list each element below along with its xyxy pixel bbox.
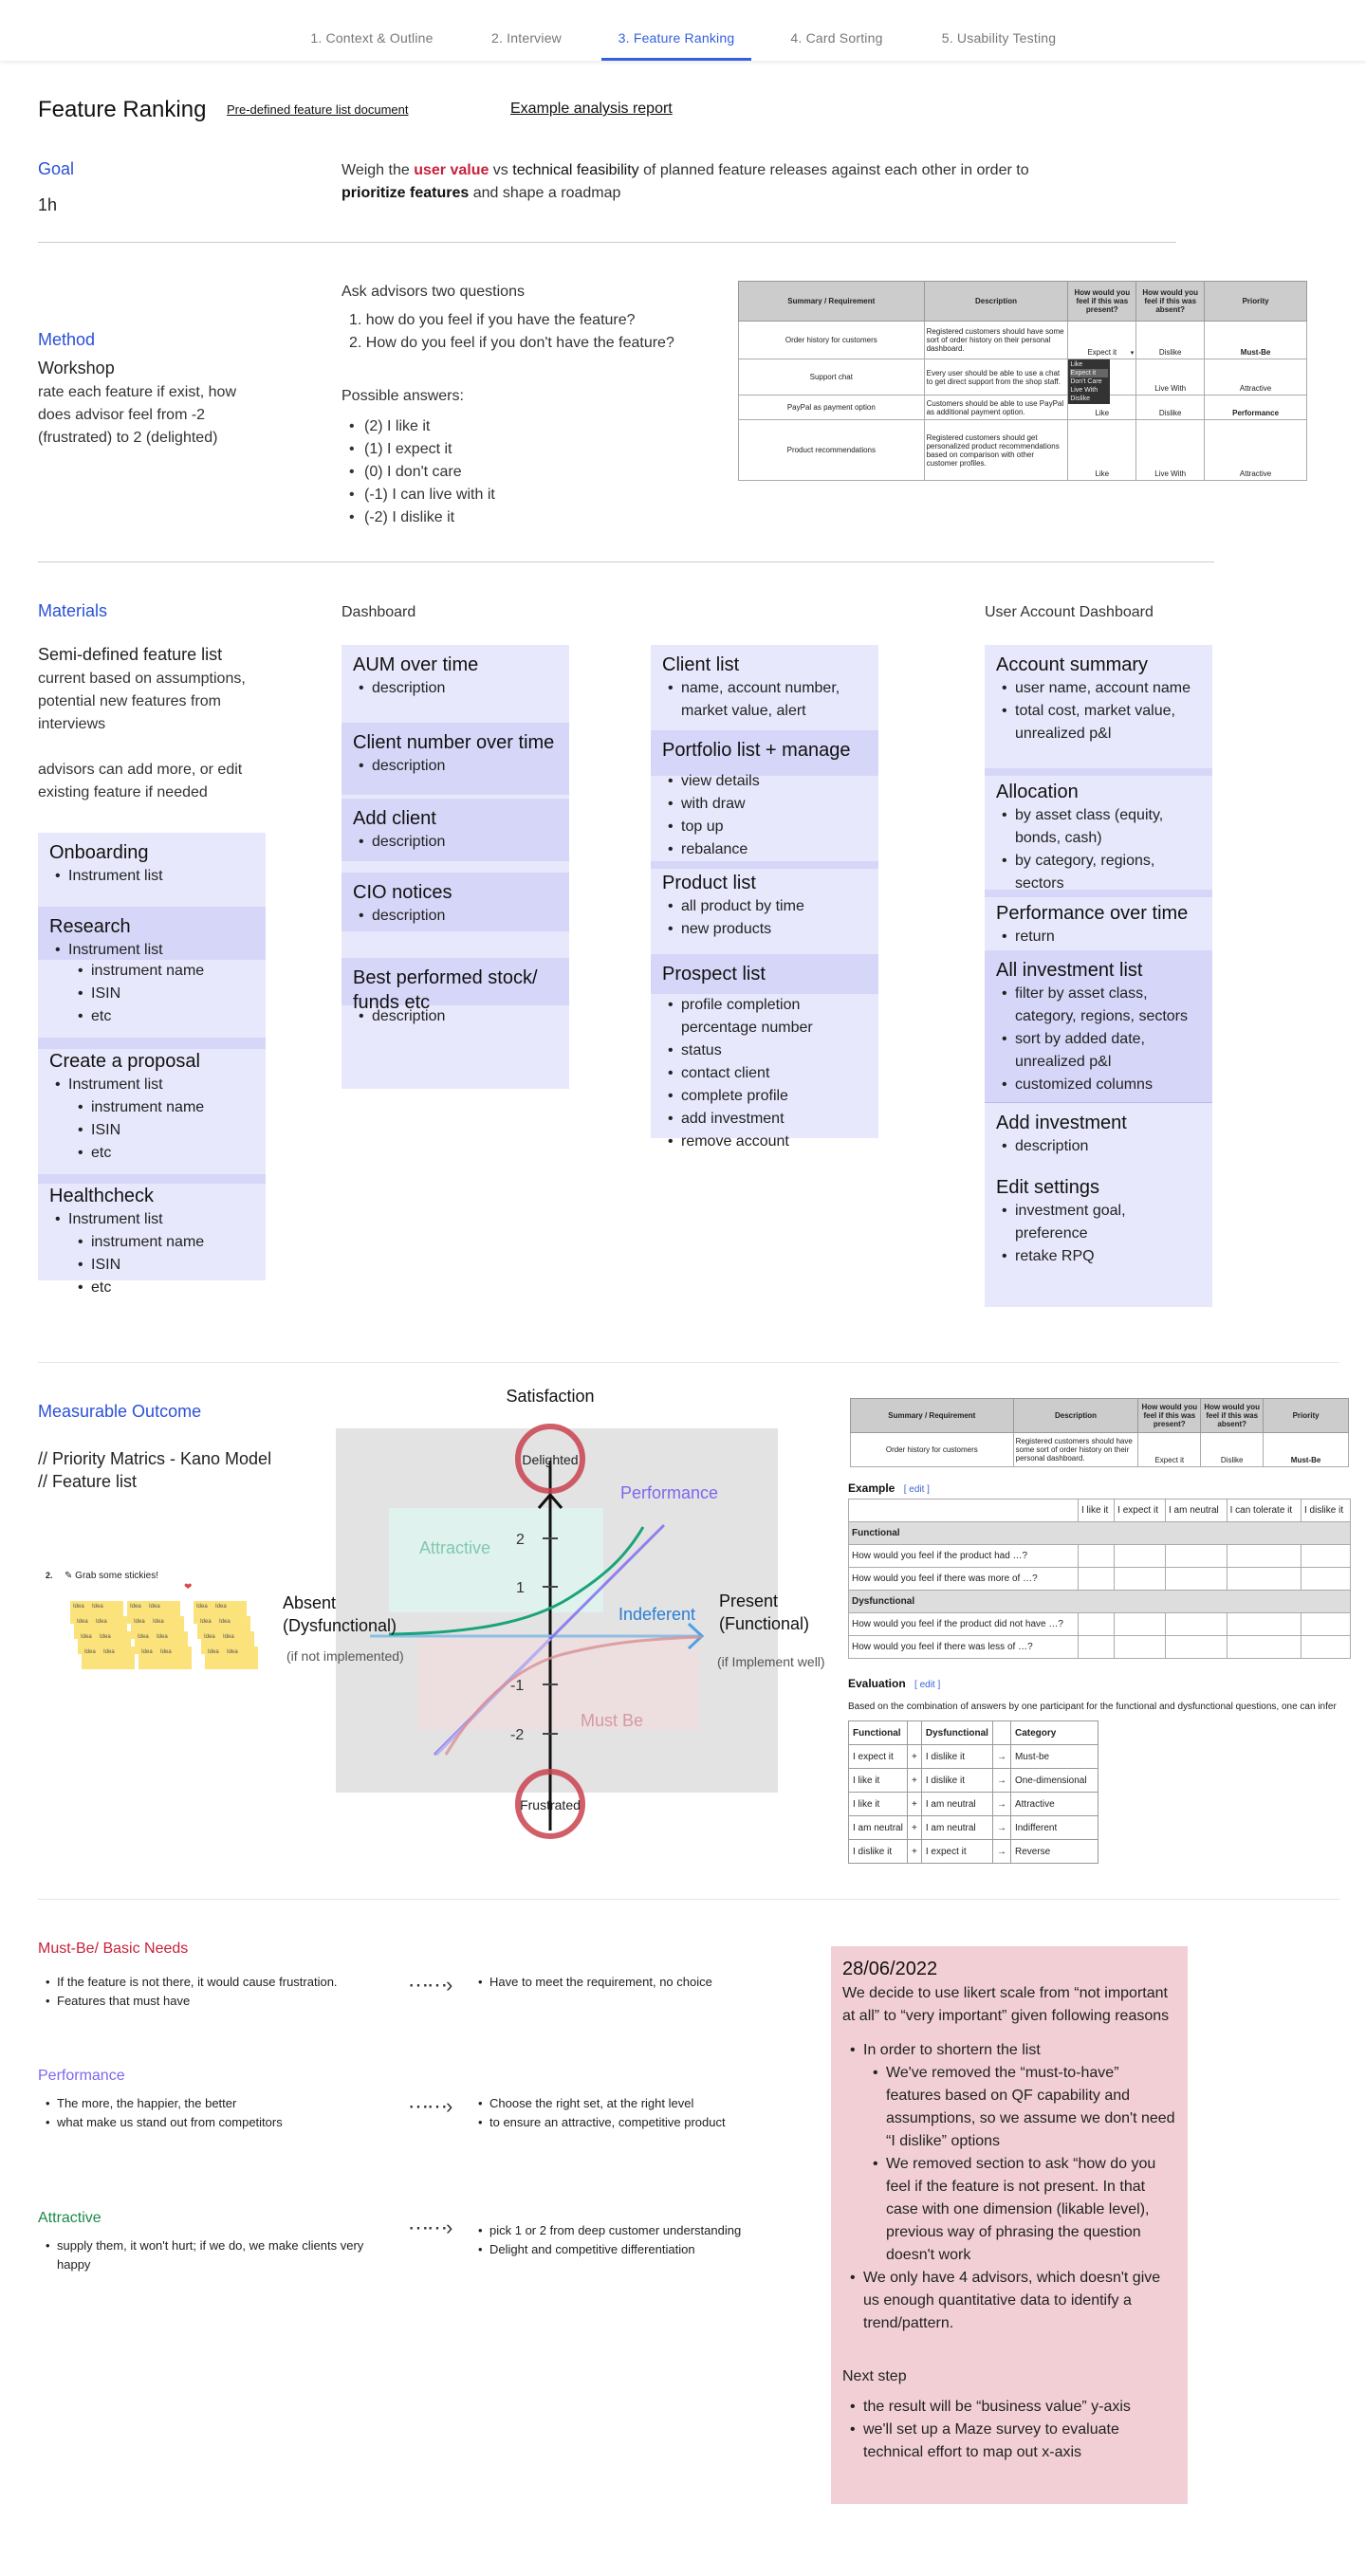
table-header: How would you feel if this was absent? (1201, 1399, 1264, 1433)
frustrated-label: Frustrated (520, 1797, 581, 1812)
goal-duration: 1h (38, 195, 58, 214)
feature-card[interactable]: Add client • description (342, 799, 569, 861)
table-row: How would you feel if there was less of …? (849, 1636, 1351, 1659)
feature-card[interactable]: Research • Instrument list (38, 907, 266, 962)
tab-usability-testing[interactable]: 5. Usability Testing (941, 30, 1057, 46)
goal-text: Weigh the user value vs technical feasibility of planned feature releases against each other in order to prioritize features and shape a roadmap (342, 162, 1029, 201)
table-row: How would you feel if the product had …? (849, 1545, 1351, 1568)
note-date: 28/06/2022 (842, 1959, 938, 1979)
dropdown-menu[interactable] (1068, 359, 1110, 404)
feature-card[interactable]: Prospect list (651, 954, 878, 994)
analysis-report-link[interactable]: Example analysis report (510, 101, 673, 117)
note-intro: We decide to use likert scale from “not important at all” to “very important” given following reasons (842, 1985, 1170, 2024)
divider (38, 1899, 1339, 1900)
attractive-desc-list: • supply them, it won't hurt; if we do, we make clients very happy (42, 2236, 393, 2274)
feature-card[interactable]: Allocation • by asset class (equity, bonds, cash) • by category, regions, sectors (985, 776, 1212, 890)
table-row: Product recommendations Registered customers should get personalized product recommendations based on comparison with other customer profiles. Like Live With Attractive (739, 420, 1307, 481)
example-table (848, 1499, 1351, 1659)
present-note: (if Implement well) (717, 1654, 825, 1669)
feature-card[interactable]: All investment list • filter by asset class, category, regions, sectors • sort by added date, unrealized p&l • customized columns (985, 950, 1212, 1102)
table-row: I like it + I dislike it → One-dimensional (849, 1769, 1098, 1793)
absent-label: Absent (Dysfunctional) (283, 1593, 397, 1635)
goal-label: Goal (38, 159, 75, 178)
table-header: Priority (1264, 1399, 1349, 1433)
sticky-note: Idea (154, 1631, 188, 1654)
indifferent-label: Indeferent (618, 1605, 696, 1624)
sticky-note: Idea (101, 1647, 135, 1669)
note-reasons: • In order to shortern the list • We've removed the “must-to-have” features based on QF capability and assumptions, so we assume we don't need “I dislike” options • We removed section to ask “how do you feel if the feature is not present. In that case with one dimension (likable level), previous way of phrasing the question doesn't work • We only have 4 advisors, which doesn't give us enough quantitative data to identify a trend/pattern. (842, 2039, 1176, 2335)
arrow-right-icon: ⋯⋯› (408, 2216, 452, 2239)
sticky-note: Idea (138, 1647, 173, 1669)
sticky-note: Idea (82, 1647, 116, 1669)
evaluation-edit-link[interactable]: [ edit ] (914, 1680, 941, 1690)
mustbe-zone (417, 1633, 698, 1730)
feature-card[interactable]: Portfolio list + manage (651, 730, 878, 776)
example-edit-link[interactable]: [ edit ] (903, 1484, 930, 1495)
feature-column-flows (38, 833, 266, 1296)
list-item: • (-1) I can live with it (342, 484, 495, 506)
satisfaction-label: Satisfaction (506, 1387, 595, 1406)
dropdown-option[interactable]: Expect it (1070, 369, 1108, 377)
sticky-note: Idea (201, 1631, 235, 1654)
table-row: Dysfunctional (849, 1591, 1351, 1613)
materials-title: Semi-defined feature list (38, 645, 223, 664)
dropdown-option[interactable]: Dislike (1070, 396, 1090, 402)
feature-card[interactable]: Account summary • user name, account name • total cost, market value, unrealized p&l (985, 645, 1212, 768)
table-header: Priority (1205, 282, 1307, 322)
feature-card-sub: • view details • with draw • top up • rebalance (651, 770, 878, 861)
feature-card[interactable]: Create a proposal • Instrument list • instrument name • ISIN • etc (38, 1049, 266, 1174)
feature-column-account (985, 645, 1212, 1307)
list-item: • (-2) I dislike it (342, 506, 495, 529)
present-select[interactable]: Expect it ▾ (1068, 322, 1136, 359)
feature-card-sub: • instrument name • ISIN • etc (38, 960, 266, 1038)
table-header: Summary / Requirement (851, 1399, 1014, 1433)
sticky-note: Idea (157, 1647, 192, 1669)
uad-label: User Account Dashboard (985, 604, 1154, 620)
table-row: Support chat Every user should be able to use a chat to get direct support from the shop staff. Like Expect it Don't Care Live With Dislike Live With Attractive (739, 359, 1307, 396)
list-item: 2. How do you feel if you don't have the feature? (349, 335, 674, 351)
feature-card[interactable]: Best performed stock/ funds etc (342, 958, 569, 1005)
dashboard-label: Dashboard (342, 604, 416, 620)
sticky-note: Idea (197, 1616, 231, 1639)
feature-column-lists (651, 645, 878, 1150)
kano-table-mini (850, 1398, 1349, 1467)
top-nav (0, 0, 1366, 61)
answers-list (342, 415, 495, 529)
evaluation-table (848, 1720, 1098, 1864)
stickies-number: 2. (46, 1571, 53, 1580)
feature-card[interactable]: Client list • name, account number, market value, alert (651, 645, 878, 730)
divider (38, 1362, 1339, 1363)
table-row: I am neutral + I am neutral → Indifferent (849, 1816, 1098, 1840)
table-row: I like it I expect it I am neutral I can tolerate it I dislike it (849, 1500, 1351, 1522)
example-title: Example [ edit ] (848, 1481, 930, 1495)
table-row: How would you feel if there was more of …? (849, 1568, 1351, 1591)
feature-card[interactable]: Onboarding • Instrument list (38, 833, 266, 907)
ask-text: Ask advisors two questions (342, 284, 525, 300)
materials-desc1: current based on assumptions, potential new features from interviews (38, 671, 246, 732)
stickies-label: ✎ Grab some stickies! (65, 1571, 158, 1581)
feature-card[interactable]: Add investment • description (985, 1103, 1212, 1171)
performance-desc-list: • The more, the happier, the better • what make us stand out from competitors (42, 2094, 402, 2132)
feature-card[interactable]: AUM over time • description (342, 645, 569, 723)
y-tick-label: 1 (516, 1580, 525, 1596)
arrow-right-icon: ⋯⋯› (408, 2094, 452, 2118)
mustbe-label: Must Be (581, 1711, 644, 1730)
present-select[interactable]: Expect it (1138, 1433, 1201, 1467)
sticky-note: Idea (89, 1601, 123, 1624)
sticky-note: Idea (78, 1631, 112, 1654)
present-dropdown-cell[interactable] (1068, 359, 1136, 402)
list-item: • (2) I like it (342, 415, 495, 438)
materials-label: Materials (38, 601, 108, 620)
feature-list-link[interactable]: Pre-defined feature list document (227, 102, 409, 117)
answers-label: Possible answers: (342, 388, 464, 404)
chevron-down-icon: ▾ (1130, 350, 1135, 357)
dropdown-option[interactable]: Don't Care (1070, 378, 1102, 385)
feature-card-sub: • description (342, 1005, 569, 1038)
list-item: • (0) I don't care (342, 461, 495, 484)
absent-note: (if not implemented) (286, 1648, 404, 1664)
list-item: 1. how do you feel if you have the feature? (349, 312, 636, 328)
divider (38, 242, 1176, 243)
feature-column-dashboard (342, 645, 569, 1089)
table-header: Summary / Requirement (739, 282, 925, 322)
materials-desc2: advisors can add more, or edit existing feature if needed (38, 762, 243, 800)
attractive-label: Attractive (419, 1538, 491, 1557)
mustbe-title: Must-Be/ Basic Needs (38, 1941, 189, 1957)
sticky-note: Idea (212, 1601, 247, 1624)
table-row: PayPal as payment option Customers should be able to use PayPal as additional payment option. Like Dislike Performance (739, 396, 1307, 420)
outcome-label: Measurable Outcome (38, 1402, 202, 1421)
y-tick-label: 2 (516, 1532, 525, 1548)
sticky-note: Idea (194, 1601, 228, 1624)
feature-card[interactable]: Performance over time • return (985, 897, 1212, 950)
note-next-step: Next step (842, 2368, 907, 2384)
table-header: Description (924, 282, 1068, 322)
sticky-note: Idea (220, 1631, 254, 1654)
table-header: How would you feel if this was present? (1138, 1399, 1201, 1433)
feature-card[interactable]: CIO notices • description (342, 873, 569, 931)
table-row: Order history for customers Registered customers should have some sort of order history on their personal dashboard. Expect it Dislike Must-Be (851, 1433, 1349, 1467)
heart-icon: ❤ (184, 1582, 193, 1592)
present-label: Present (Functional) (719, 1592, 810, 1633)
method-label: Method (38, 330, 96, 349)
kano-table (738, 281, 1307, 481)
tab-interview[interactable]: 2. Interview (491, 30, 562, 46)
feature-card-sub: • profile completion percentage number • status • contact client • complete profile • add investment • remove account (651, 994, 878, 1163)
table-header: Description (1013, 1399, 1138, 1433)
outcome-line2: // Feature list (38, 1472, 138, 1491)
tab-context-outline[interactable]: 1. Context & Outline (310, 30, 434, 46)
sticky-note: Idea (150, 1616, 184, 1639)
sticky-note: Idea (224, 1647, 258, 1669)
y-tick-label: -2 (510, 1727, 525, 1743)
questions-list (342, 309, 674, 355)
sticky-note: Idea (131, 1616, 165, 1639)
page-title: Feature Ranking (38, 97, 207, 122)
sticky-note: Idea (97, 1631, 131, 1654)
tab-feature-ranking[interactable]: 3. Feature Ranking (601, 0, 751, 61)
sticky-note: Idea (127, 1601, 161, 1624)
evaluation-desc: Based on the combination of answers by one participant for the functional and dysfunctional questions, one can infer (848, 1702, 1337, 1712)
table-header: How would you feel if this was present? (1068, 282, 1136, 322)
performance-title: Performance (38, 2068, 125, 2084)
tab-card-sorting[interactable]: 4. Card Sorting (790, 30, 883, 46)
table-row: How would you feel if the product did not have …? (849, 1613, 1351, 1636)
performance-label: Performance (620, 1483, 719, 1502)
table-row: Functional Dysfunctional Category (849, 1721, 1098, 1745)
method-desc: rate each feature if exist, how does advisor feel from -2 (frustrated) to 2 (delighted) (38, 384, 236, 446)
feature-card[interactable]: Edit settings • investment goal, preference • retake RPQ (985, 1171, 1212, 1278)
sticky-note: Idea (70, 1601, 104, 1624)
list-item: • (1) I expect it (342, 438, 495, 461)
sticky-note: Idea (93, 1616, 127, 1639)
outcome-line1: // Priority Matrics - Kano Model (38, 1449, 272, 1468)
method-title: Workshop (38, 359, 115, 377)
feature-card[interactable]: Healthcheck • Instrument list • instrument name • ISIN • etc (38, 1184, 266, 1309)
table-row: I dislike it + I expect it → Reverse (849, 1840, 1098, 1864)
evaluation-title: Evaluation [ edit ] (848, 1677, 941, 1690)
sticky-note: Idea (146, 1601, 180, 1624)
divider (38, 561, 1214, 562)
sticky-note: Idea (205, 1647, 239, 1669)
feature-card[interactable]: Client number over time • description (342, 723, 569, 795)
performance-action-list: • Choose the right set, at the right level • to ensure an attractive, competitive product (474, 2094, 816, 2132)
mustbe-action-list: • Have to meet the requirement, no choice (474, 1973, 816, 1992)
sticky-note: Idea (216, 1616, 250, 1639)
sticky-note: Idea (74, 1616, 108, 1639)
decision-note (831, 1946, 1188, 2504)
arrow-right-icon: ⋯⋯› (408, 1973, 452, 1996)
dropdown-option[interactable]: Like (1070, 361, 1083, 368)
table-row: I like it + I am neutral → Attractive (849, 1793, 1098, 1816)
attractive-action-list: • pick 1 or 2 from deep customer understanding • Delight and competitive differentiation (474, 2221, 816, 2259)
table-row: Order history for customers Registered customers should have some sort of order history on their personal dashboard. Expect it ▾ Dislike Must-Be (739, 322, 1307, 359)
mustbe-desc-list: • If the feature is not there, it would cause frustration. • Features that must have (42, 1973, 402, 2011)
note-next-list: • the result will be “business value” y-axis • we'll set up a Maze survey to evaluate technical effort to map out x-axis (842, 2396, 1176, 2464)
feature-card[interactable]: Product list • all product by time • new products (651, 869, 878, 954)
y-tick-label: -1 (510, 1678, 525, 1694)
stickies-thumbnail[interactable] (42, 1563, 269, 1705)
sticky-note: Idea (135, 1631, 169, 1654)
table-header: How would you feel if this was absent? (1136, 282, 1205, 322)
table-row: I expect it + I dislike it → Must-be (849, 1745, 1098, 1769)
attractive-title: Attractive (38, 2210, 102, 2226)
dropdown-option[interactable]: Live With (1070, 387, 1098, 394)
table-row: Functional (849, 1522, 1351, 1545)
delighted-label: Delighted (522, 1452, 579, 1467)
